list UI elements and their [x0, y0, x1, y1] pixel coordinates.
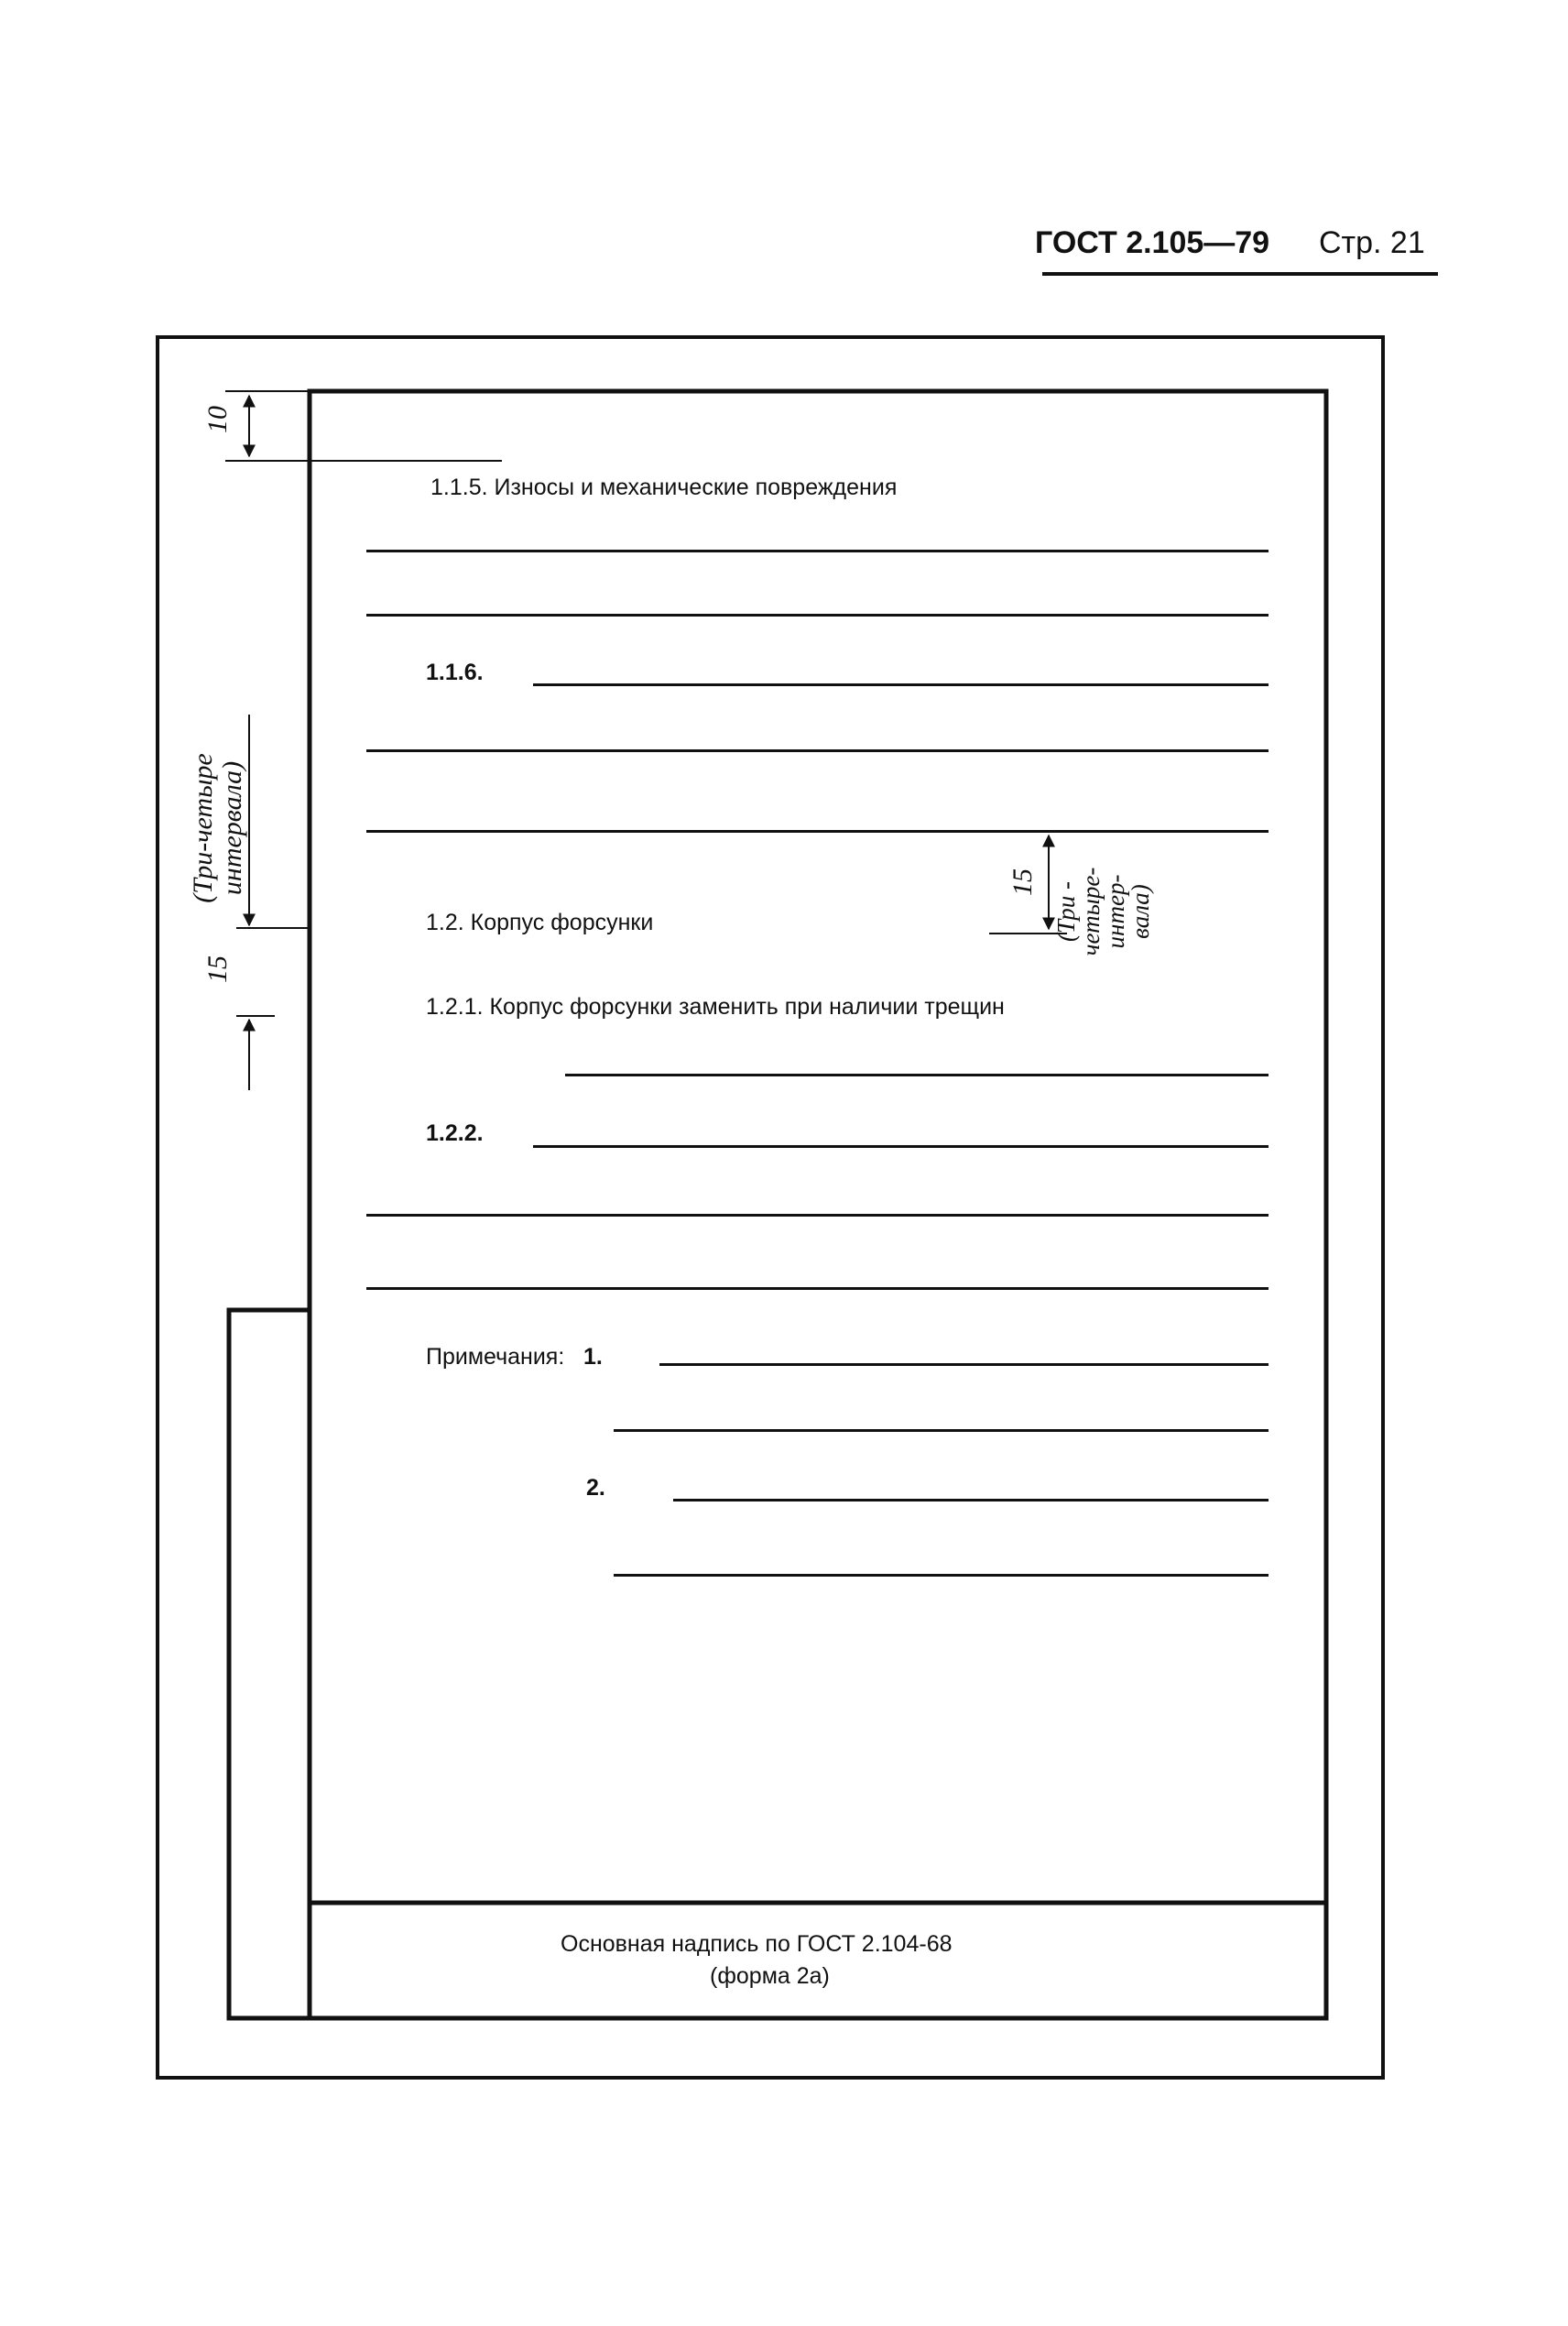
title-block-line2: (форма 2а) [710, 1963, 830, 1989]
inner-spacing-line2: четыре- [1077, 867, 1105, 956]
fill-line [533, 683, 1269, 686]
note-2-number: 2. [586, 1475, 605, 1501]
fill-line [366, 550, 1269, 552]
left-spacing-line1: (Три-четыре [188, 753, 218, 903]
fill-line [366, 749, 1269, 752]
fill-line [614, 1574, 1269, 1577]
item-1-2-2: 1.2.2. [426, 1120, 484, 1146]
left-spacing-label [189, 732, 251, 924]
title-block-line1: Основная надпись по ГОСТ 2.104-68 [561, 1931, 953, 1957]
fill-line [366, 1287, 1269, 1290]
note-1-number: 1. [583, 1344, 603, 1370]
item-1-2-1: 1.2.1. Корпус форсунки заменить при наличии трещин [426, 994, 1005, 1020]
fill-line [673, 1499, 1269, 1502]
fill-line [366, 830, 1269, 833]
top-margin-value: 10 [202, 406, 233, 433]
inner-spacing-line3: интер- [1102, 874, 1129, 949]
fill-line [366, 1214, 1269, 1217]
fill-line [533, 1145, 1269, 1148]
inner-spacing-line4: вала) [1127, 884, 1154, 939]
binding-strip [229, 1310, 310, 2018]
fill-line [366, 614, 1269, 617]
header-page-label: Стр. 21 [1319, 225, 1425, 260]
inner-frame [310, 391, 1326, 2018]
fill-line [565, 1074, 1269, 1076]
inner-spacing-label [1054, 861, 1173, 962]
inner-spacing-line1: (Три - [1052, 880, 1080, 943]
notes-label: Примечания: [426, 1344, 565, 1370]
item-1-1-5: 1.1.5. Износы и механические повреждения [430, 475, 898, 500]
left-spacing-line2: интервала) [216, 760, 247, 896]
item-1-1-6: 1.1.6. [426, 660, 484, 685]
fill-line [659, 1363, 1269, 1366]
fill-line [614, 1429, 1269, 1432]
outer-border [158, 337, 1383, 2078]
inner-spacing-value: 15 [1007, 868, 1038, 896]
header-standard: ГОСТ 2.105—79 [1035, 225, 1270, 260]
item-1-2: 1.2. Корпус форсунки [426, 910, 654, 935]
left-spacing-value: 15 [202, 956, 233, 983]
